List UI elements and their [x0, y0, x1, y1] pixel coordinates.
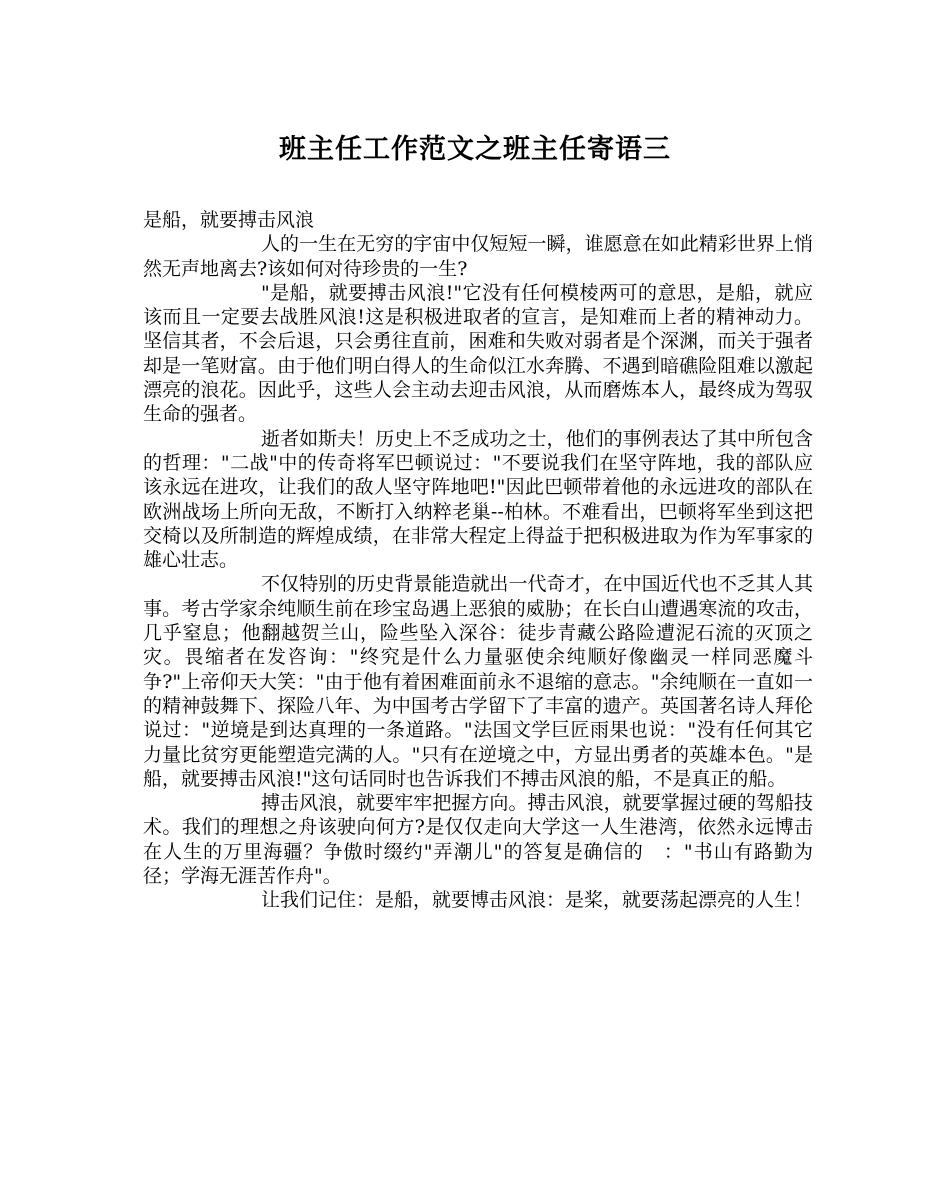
document-title: 班主任工作范文之班主任寄语三 — [279, 134, 671, 165]
paragraph-5: 搏击风浪，就要牢牢把握方向。搏击风浪，就要掌握过硬的驾船技术。我们的理想之舟该驶向何方?是仅仅走向大学这一人生港湾，依然永远博击在人生的万里海疆？争傲时缀约"弄潮儿"的答复是确信的 ："书山有路勤为径；学海无涯苦作舟"。 — [143, 792, 813, 888]
paragraph-4: 不仅特别的历史背景能造就出一代奇才，在中国近代也不乏其人其事。考古学家余纯顺生前在珍宝岛遇上恶狼的威胁；在长白山遭遇寒流的攻击，几乎窒息；他翻越贺兰山，险些坠入深谷：徒步青藏公路险遭泥石流的灭顶之灾。畏缩者在发咨询："终究是什么力量驱使余纯顺好像幽灵一样同恶魔斗争?"上帝仰天大笑："由于他有着困难面前永不退缩的意志。"余纯顺在一直如一的精神鼓舞下、探险八年、为中国考古学留下了丰富的遗产。英国著名诗人拜伦说过："逆境是到达真理的一条道路。"法国文学巨匠雨果也说："没有任何其它力量比贫穷更能塑造完满的人。"只有在逆境之中，方显出勇者的英雄本色。"是船，就要搏击风浪!"这句话同时也告诉我们不搏击风浪的船，不是真正的船。 — [143, 573, 813, 790]
document-body — [143, 208, 813, 913]
document-subtitle: 是船，就要搏击风浪 — [143, 209, 315, 231]
paragraph-1: 人的一生在无穷的宇宙中仅短短一瞬，谁愿意在如此精彩世界上悄然无声地离去?该如何对待珍贵的一生? — [143, 233, 813, 280]
paragraph-3: 逝者如斯夫！历史上不乏成功之士，他们的事例表达了其中所包含的哲理："二战"中的传奇将军巴顿说过："不要说我们在坚守阵地，我的部队应该永远在进攻，让我们的敌人坚守阵地吧!"因此巴顿带着他的永远进攻的部队在欧洲战场上所向无敌，不断打入纳粹老巢--柏林。不难看出，巴顿将军坐到这把交椅以及所制造的辉煌成绩，在非常大程定上得益于把积极进取为作为军事家的雄心壮志。 — [143, 427, 813, 572]
paragraph-2: "是船，就要搏击风浪!"它没有任何模棱两可的意思，是船，就应该而且一定要去战胜风浪!这是积极进取者的宣言，是知难而上者的精神动力。坚信其者，不会后退，只会勇往直前，困难和失败对弱者是个深渊，而关于强者却是一笔财富。由于他们明白得人的生命似江水奔腾、不遇到暗礁险阻难以激起漂亮的浪花。因此乎，这些人会主动去迎击风浪，从而磨炼本人，最终成为驾驭生命的强者。 — [143, 281, 813, 426]
paragraph-6: 让我们记住：是船，就要博击风浪：是桨，就要荡起漂亮的人生！ — [261, 889, 813, 912]
